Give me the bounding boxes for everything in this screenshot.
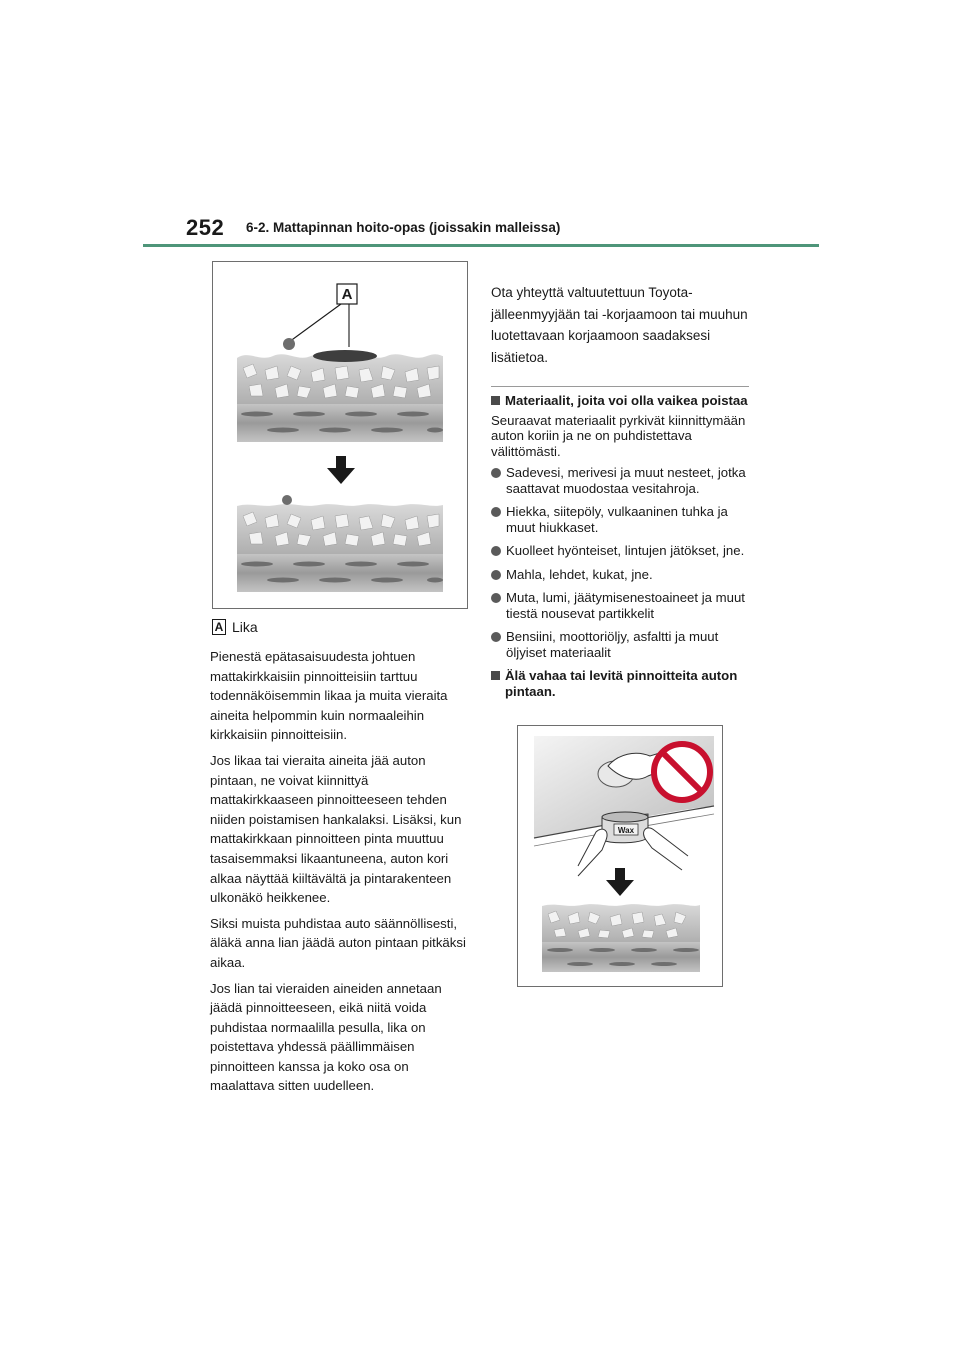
square-bullet-icon [491, 396, 500, 405]
figure-label-a: A [341, 286, 353, 303]
paragraph: Pienestä epätasaisuudesta johtuen mattakirkkaisiin pinnoitteisiin tarttuu todennäköisemmin likaa ja muita vieraita aineita helpommin kuin normaaleihin kirkkaisiin pinnoitteisiin. [210, 649, 448, 743]
no-wax-illustration [517, 725, 723, 987]
prohibition-icon [654, 744, 710, 800]
figure-caption [212, 619, 258, 635]
list-item-text: Sadevesi, merivesi ja muut nesteet, jotka saattavat muodostaa vesitahroja. [506, 465, 746, 496]
round-bullet-icon [491, 570, 501, 580]
intro-paragraph: Ota yhteyttä valtuutettuun Toyota-jälleenmyyjään tai -korjaamoon tai muuhun luotettavaan korjaamoon saadaksesi lisätietoa. [491, 285, 748, 365]
round-bullet-icon [491, 507, 501, 517]
paragraph: Jos likaa tai vieraita aineita jää auton pintaan, ne voivat kiinnittyä mattakirkkaaseen pinnoitteeseen tehden niiden poistamisen hankalaksi. Lisäksi, kun mattakirkkaan pinnoitteen pinta muuttuu tasaisemmaksi likaantuneena, auton kori alkaa näyttää kiiltävältä ja pintarakenteen ulkonäkö heikkenee. [210, 752, 462, 906]
square-bullet-icon [491, 671, 500, 680]
section-heading [491, 393, 757, 409]
section-divider [491, 386, 749, 387]
list-item [491, 504, 757, 535]
list-item-text: Muta, lumi, jäätymisenestoaineet ja muut tiestä nousevat partikkelit [506, 590, 745, 621]
header-rule [143, 244, 819, 247]
down-arrow-icon [606, 868, 634, 896]
caption-text: Lika [232, 619, 258, 635]
left-column [210, 647, 472, 1102]
list-item [491, 465, 757, 496]
round-bullet-icon [491, 546, 501, 556]
paragraph: Jos lian tai vieraiden aineiden annetaan jäädä pinnoitteeseen, eikä niitä voida puhdistaa normaalilla pesulla, lika on poistettava yhdessä päällimmäisen pinnoitteen kanssa ja koko osa on maalattava sitten uudelleen. [210, 980, 442, 1094]
dirt-illustration [212, 261, 468, 609]
round-bullet-icon [491, 468, 501, 478]
list-item [491, 543, 757, 559]
list-item-text: Hiekka, siitepöly, vulkaaninen tuhka ja muut hiukkaset. [506, 504, 728, 535]
page-number: 252 [186, 215, 225, 240]
list-item [491, 629, 757, 660]
right-column [491, 282, 757, 703]
section-heading-text: Materiaalit, joita voi olla vaikea poistaa [505, 393, 748, 408]
round-bullet-icon [491, 593, 501, 603]
list-item-text: Mahla, lehdet, kukat, jne. [506, 566, 653, 582]
paragraph: Siksi muista puhdistaa auto säännöllisesti, äläkä anna lian jäädä auton pintaan pitkäksi aikaa. [210, 915, 466, 970]
section-heading [491, 668, 757, 699]
wax-label: Wax [617, 826, 635, 835]
list-item-text: Kuolleet hyönteiset, lintujen jätökset, jne. [506, 543, 745, 558]
caption-label-box: A [212, 619, 226, 635]
section-title: 6-2. Mattapinnan hoito-opas (joissakin malleissa) [246, 220, 561, 235]
section-heading-text: Älä vahaa tai levitä pinnoitteita auton pintaan. [505, 668, 738, 699]
materials-list [491, 465, 757, 660]
list-item [491, 567, 757, 583]
round-bullet-icon [491, 632, 501, 642]
list-item [491, 590, 757, 621]
list-item-text: Bensiini, moottoriöljy, asfaltti ja muut öljyiset materiaalit [506, 629, 719, 660]
section-body: Seuraavat materiaalit pyrkivät kiinnittymään auton koriin ja ne on puhdistettava välittömästi. [491, 412, 746, 459]
down-arrow-icon [327, 456, 355, 484]
